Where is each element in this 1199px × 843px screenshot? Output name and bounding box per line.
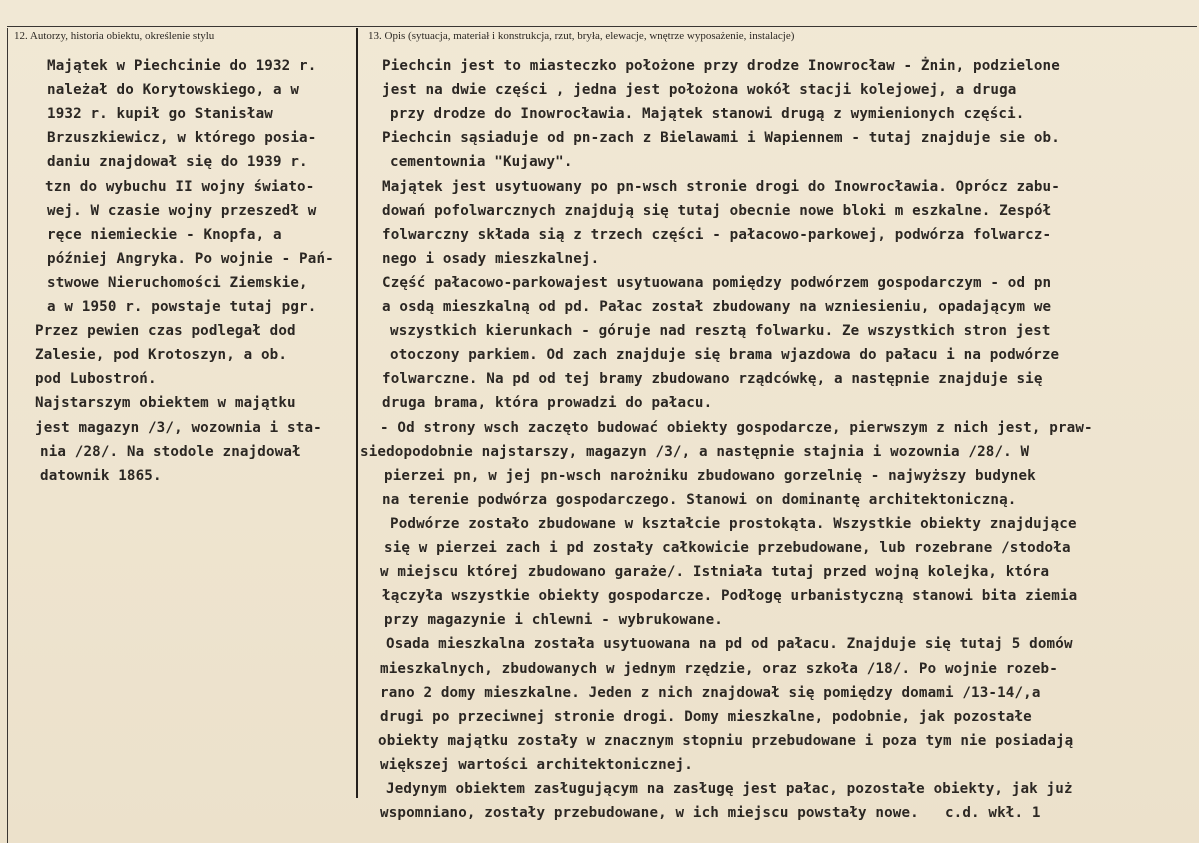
description-text-line: Majątek jest usytuowany po pn-wsch stronie drogi do Inowrocławia. Oprócz zabu-	[382, 178, 1060, 195]
description-text-line: na terenie podwórza gospodarczego. Stanowi on dominantę architektoniczną.	[382, 491, 1017, 508]
description-text-line: otoczony parkiem. Od zach znajduje się brama wjazdowa do pałacu i na podwórze	[390, 347, 1060, 364]
description-text-line: Osada mieszkalna została usytuowana na pd od pałacu. Znajduje się tutaj 5 domów	[386, 636, 1073, 653]
description-text-line: łączyła wszystkie obiekty gospodarcze. Podłogę urbanistyczną stanowi bita ziemia	[382, 588, 1078, 605]
description-text-line: pierzei pn, w jej pn-wsch narożniku zbudowano gorzelnię - najwyższy budynek	[384, 467, 1036, 484]
description-text-line: Podwórze zostało zbudowane w kształcie prostokąta. Wszystkie obiekty znajdujące	[390, 515, 1077, 532]
history-text-line: należał do Korytowskiego, a w	[47, 82, 300, 99]
description-text-line: - Od strony wsch zaczęto budować obiekty gospodarcze, pierwszym z nich jest, praw-	[380, 419, 1093, 436]
description-text-line: dowań pofolwarcznych znajdują się tutaj obecnie nowe bloki m eszkalne. Zespół	[382, 202, 1052, 219]
description-text-line: Piechcin sąsiaduje od pn-zach z Bielawami i Wapiennem - tutaj znajduje sie ob.	[382, 130, 1060, 147]
top-rule	[7, 26, 1197, 27]
history-text-line: Zalesie, pod Krotoszyn, a ob.	[35, 347, 288, 364]
description-text-line: Część pałacowo-parkowajest usytuowana pomiędzy podwórzem gospodarczym - od pn	[382, 274, 1052, 291]
history-text-line: daniu znajdował się do 1939 r.	[47, 154, 308, 171]
description-text-line: większej wartości architektonicznej.	[380, 756, 693, 773]
history-text-line: a w 1950 r. powstaje tutaj pgr.	[47, 299, 317, 315]
description-text-line: Jedynym obiektem zasługującym na zasługę jest pałac, pozostałe obiekty, jak już	[386, 781, 1073, 797]
column-divider	[356, 28, 358, 798]
history-text-line: Brzuszkiewicz, w którego posia-	[47, 130, 317, 147]
history-text-line: Przez pewien czas podlegał dod	[35, 323, 296, 340]
description-text-line: wspomniano, zostały przebudowane, w ich miejscu powstały nowe. c.d. wkł. 1	[380, 805, 1041, 822]
description-text-line: rano 2 domy mieszkalne. Jeden z nich znajdował się pomiędzy domami /13-14/,a	[380, 684, 1041, 701]
description-text-line: druga brama, która prowadzi do pałacu.	[382, 395, 713, 412]
header-authors-history-style: 12. Autorzy, historia obiektu, określenie stylu	[14, 30, 215, 42]
history-text-line: Majątek w Piechcinie do 1932 r.	[47, 58, 317, 74]
description-text-line: obiekty majątku zostały w znacznym stopniu przebudowane i poza tym nie posiadają	[378, 732, 1074, 749]
description-text-line: jest na dwie części , jedna jest położona wokół stacji kolejowej, a druga	[382, 82, 1017, 99]
history-text-line: ręce niemieckie - Knopfa, a	[47, 226, 282, 243]
history-text-line: 1932 r. kupił go Stanisław	[47, 106, 273, 123]
history-text-line: tzn do wybuchu II wojny świato-	[45, 178, 315, 195]
description-text-line: w miejscu której zbudowano garaże/. Istniała tutaj przed wojną kolejka, która	[380, 564, 1050, 581]
history-text-line: pod Lubostroń.	[35, 371, 157, 388]
header-description: 13. Opis (sytuacja, materiał i konstrukcja, rzut, bryła, elewacje, wnętrze wyposażenie, instalacje)	[368, 30, 795, 42]
description-text-line: mieszkalnych, zbudowanych w jednym rzędzie, oraz szkoła /18/. Po wojnie rozeb-	[380, 660, 1058, 677]
history-text-line: datownik 1865.	[40, 467, 162, 484]
description-text-line: folwarczny składa sią z trzech części - pałacowo-parkowej, podwórza folwarcz-	[382, 226, 1052, 243]
description-text-line: drugi po przeciwnej stronie drogi. Domy mieszkalne, podobnie, jak pozostałe	[380, 708, 1032, 725]
description-text-line: a osdą mieszkalną od pd. Pałac został zbudowany na wzniesieniu, opadającym we	[382, 299, 1052, 315]
description-text-line: przy magazynie i chlewni - wybrukowane.	[384, 612, 723, 629]
description-text-line: cementownia "Kujawy".	[390, 154, 573, 171]
description-text-line: przy drodze do Inowrocławia. Majątek stanowi drugą z wymienionych części.	[390, 106, 1025, 123]
description-text-line: wszystkich kierunkach - góruje nad resztą folwarku. Ze wszystkich stron jest	[390, 323, 1051, 340]
history-text-line: Najstarszym obiektem w majątku	[35, 395, 296, 412]
description-text-line: nego i osady mieszkalnej.	[382, 250, 600, 267]
history-text-line: później Angryka. Po wojnie - Pań-	[47, 250, 334, 267]
history-text-line: nia /28/. Na stodole znajdował	[40, 443, 301, 460]
description-text-line: siedopodobnie najstarszy, magazyn /3/, a następnie stajnia i wozownia /28/. W	[360, 443, 1030, 460]
description-text-line: Piechcin jest to miasteczko położone przy drodze Inowrocław - Żnin, podzielone	[382, 58, 1060, 74]
left-rule	[7, 28, 8, 843]
history-text-line: stwowe Nieruchomości Ziemskie,	[47, 274, 308, 291]
history-text-line: wej. W czasie wojny przeszedł w	[47, 202, 317, 219]
description-text-line: folwarczne. Na pd od tej bramy zbudowano rządcówkę, a następnie znajduje się	[382, 371, 1043, 388]
description-text-line: się w pierzei zach i pd zostały całkowicie przebudowane, lub rozebrane /stodoła	[384, 540, 1071, 556]
history-text-line: jest magazyn /3/, wozownia i sta-	[35, 419, 322, 436]
